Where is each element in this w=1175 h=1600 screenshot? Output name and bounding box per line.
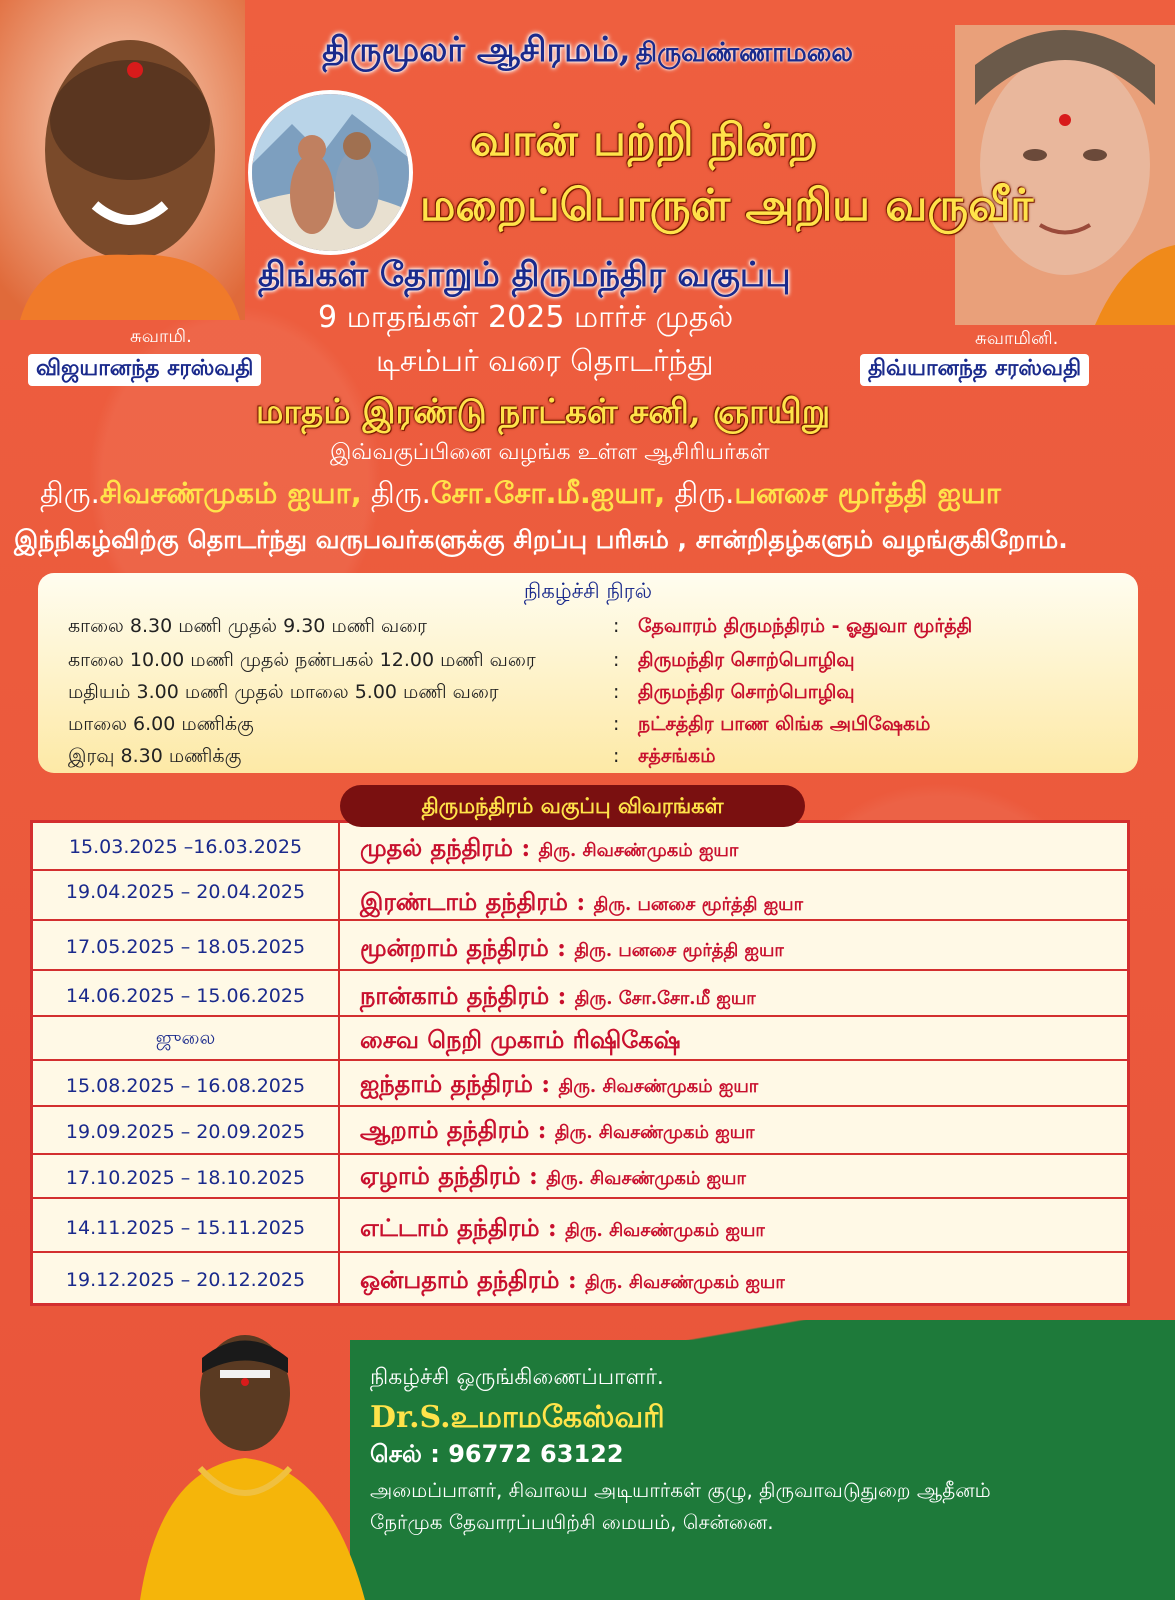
headline-line-1: வான் பற்றி நின்ற bbox=[470, 115, 819, 166]
row-teacher: திரு. சிவசண்முகம் ஐயா bbox=[554, 1122, 755, 1143]
schedule-colon: : bbox=[613, 649, 620, 671]
row-topic-line bbox=[360, 833, 738, 865]
schedule-row bbox=[68, 649, 1128, 679]
row-teacher: திரு. பனசை மூர்த்தி ஐயா bbox=[574, 940, 784, 961]
column-divider bbox=[338, 1199, 340, 1251]
table-row bbox=[33, 971, 1127, 1017]
coordinator-role: நிகழ்ச்சி ஒருங்கிணைப்பாளர். bbox=[370, 1365, 664, 1390]
teacher-2-name: சோ.சோ.மீ.ஐயா, bbox=[430, 476, 666, 510]
row-teacher: திரு. சிவசண்முகம் ஐயா bbox=[565, 1220, 765, 1241]
schedule-time: இரவு 8.30 மணிக்கு bbox=[68, 745, 242, 767]
row-topic: சைவ நெறி முகாம் ரிஷிகேஷ் bbox=[360, 1025, 681, 1054]
row-topic: முதல் தந்திரம் bbox=[360, 833, 513, 862]
row-topic: ஏழாம் தந்திரம் bbox=[360, 1161, 521, 1190]
table-row bbox=[33, 1107, 1127, 1155]
row-topic: ஒன்பதாம் தந்திரம் bbox=[360, 1265, 560, 1294]
schedule-row bbox=[68, 681, 1128, 711]
row-colon: : bbox=[549, 981, 575, 1010]
row-date: 19.04.2025 – 20.04.2025 bbox=[65, 881, 306, 903]
schedule-event: தேவாரம் திருமந்திரம் - ஓதுவா மூர்த்தி bbox=[638, 615, 973, 637]
teacher-3-prefix: திரு. bbox=[674, 476, 735, 510]
row-colon: : bbox=[568, 887, 594, 916]
column-divider bbox=[338, 1107, 340, 1153]
schedule-colon: : bbox=[613, 681, 620, 703]
row-teacher: திரு. சோ.சோ.மீ ஐயா bbox=[574, 988, 756, 1009]
row-topic: இரண்டாம் தந்திரம் bbox=[360, 887, 568, 916]
teachers-intro: இவ்வகுப்பினை வழங்க உள்ள ஆசிரியர்கள் bbox=[330, 440, 770, 465]
schedule-row bbox=[68, 713, 1128, 743]
row-topic: ஆறாம் தந்திரம் bbox=[360, 1115, 530, 1144]
row-topic-line bbox=[360, 1161, 746, 1193]
teachers-line bbox=[40, 476, 1001, 514]
row-colon: : bbox=[520, 1161, 547, 1190]
row-date: 19.12.2025 – 20.12.2025 bbox=[65, 1269, 306, 1291]
schedule-row bbox=[68, 615, 1128, 645]
schedule-box bbox=[38, 573, 1138, 773]
teacher-1-name: சிவசண்முகம் ஐயா, bbox=[99, 476, 362, 510]
table-row bbox=[33, 1253, 1127, 1303]
award-line: இந்நிகழ்விற்கு தொடர்ந்து வருபவர்களுக்கு சிறப்பு பரிசும் , சான்றிதழ்களும் வழங்குகிறோம். bbox=[14, 525, 1068, 554]
row-topic: ஐந்தாம் தந்திரம் bbox=[360, 1069, 533, 1098]
row-topic: நான்காம் தந்திரம் bbox=[360, 981, 550, 1010]
column-divider bbox=[338, 971, 340, 1015]
row-teacher: திரு. சிவசண்முகம் ஐயா bbox=[538, 840, 739, 861]
table-row bbox=[33, 1061, 1127, 1107]
row-topic-line bbox=[360, 1115, 755, 1147]
row-topic-line bbox=[360, 1265, 785, 1297]
ashram-name: திருமூலர் ஆசிரமம், bbox=[322, 30, 631, 70]
teacher-2-prefix: திரு. bbox=[371, 476, 431, 510]
ashram-place: திருவண்ணாமலை bbox=[635, 38, 853, 68]
column-divider bbox=[338, 823, 340, 869]
schedule-event: நட்சத்திர பாண லிங்க அபிஷேகம் bbox=[638, 713, 931, 735]
row-date: 15.08.2025 – 16.08.2025 bbox=[65, 1075, 306, 1097]
ashram-title bbox=[0, 30, 1175, 74]
left-person-title: சுவாமி. bbox=[130, 326, 192, 347]
row-teacher: திரு. சிவசண்முகம் ஐயா bbox=[585, 1272, 785, 1293]
duration-line-2: டிசம்பர் வரை தொடர்ந்து bbox=[376, 344, 714, 379]
column-divider bbox=[338, 921, 340, 969]
row-date: 15.03.2025 –16.03.2025 bbox=[68, 836, 303, 858]
saint-painting-emblem bbox=[248, 90, 413, 255]
table-row bbox=[33, 1199, 1127, 1253]
row-colon: : bbox=[539, 1213, 566, 1242]
row-topic-line bbox=[360, 887, 803, 919]
column-divider bbox=[338, 1017, 340, 1059]
coordinator-portrait bbox=[140, 1318, 365, 1600]
schedule-colon: : bbox=[613, 745, 620, 767]
row-topic-line bbox=[360, 933, 784, 965]
schedule-time: காலை 10.00 மணி முதல் நண்பகல் 12.00 மணி வரை bbox=[68, 649, 536, 671]
schedule-colon: : bbox=[613, 615, 620, 637]
row-date: 19.09.2025 – 20.09.2025 bbox=[65, 1121, 306, 1143]
row-date: 17.05.2025 – 18.05.2025 bbox=[65, 936, 306, 958]
row-colon: : bbox=[559, 1265, 586, 1294]
row-topic-line bbox=[360, 1213, 765, 1245]
coordinator-phone: செல் : 96772 63122 bbox=[370, 1440, 624, 1468]
table-row bbox=[33, 1155, 1127, 1199]
details-table-title: திருமந்திரம் வகுப்பு விவரங்கள் bbox=[340, 785, 805, 827]
schedule-title: நிகழ்ச்சி நிரல் bbox=[523, 579, 653, 603]
row-date: 14.11.2025 – 15.11.2025 bbox=[65, 1217, 306, 1239]
duration-line-1: 9 மாதங்கள் 2025 மார்ச் முதல் bbox=[318, 300, 734, 335]
right-person-title: சுவாமினி. bbox=[975, 328, 1059, 349]
schedule-time: மதியம் 3.00 மணி முதல் மாலை 5.00 மணி வரை bbox=[68, 681, 499, 703]
teacher-3-name: பனசை மூர்த்தி ஐயா bbox=[734, 476, 1001, 510]
schedule-colon: : bbox=[613, 713, 620, 735]
class-title: திங்கள் தோறும் திருமந்திர வகுப்பு bbox=[258, 255, 791, 295]
row-topic-line bbox=[360, 1025, 681, 1057]
schedule-row bbox=[68, 745, 1128, 775]
row-date: 14.06.2025 – 15.06.2025 bbox=[65, 985, 306, 1007]
days-line: மாதம் இரண்டு நாட்கள் சனி, ஞாயிறு bbox=[256, 392, 831, 432]
column-divider bbox=[338, 1155, 340, 1197]
schedule-time: காலை 8.30 மணி முதல் 9.30 மணி வரை bbox=[68, 615, 427, 637]
row-colon: : bbox=[529, 1115, 555, 1144]
row-colon: : bbox=[548, 933, 575, 962]
row-topic: எட்டாம் தந்திரம் bbox=[360, 1213, 540, 1242]
schedule-event: சத்சங்கம் bbox=[638, 745, 716, 767]
row-topic: மூன்றாம் தந்திரம் bbox=[360, 933, 549, 962]
row-topic-line bbox=[360, 981, 756, 1013]
row-topic-line bbox=[360, 1069, 758, 1101]
teacher-1-prefix: திரு. bbox=[40, 476, 100, 510]
row-teacher: திரு. சிவசண்முகம் ஐயா bbox=[546, 1168, 746, 1189]
column-divider bbox=[338, 1061, 340, 1105]
coordinator-org-line-2: நேர்முக தேவாரப்பயிற்சி மையம், சென்னை. bbox=[370, 1510, 774, 1534]
row-teacher: திரு. சிவசண்முகம் ஐயா bbox=[558, 1076, 759, 1097]
row-date: ஜுலை bbox=[155, 1027, 216, 1049]
row-colon: : bbox=[512, 833, 539, 862]
row-date: 17.10.2025 – 18.10.2025 bbox=[65, 1167, 306, 1189]
coordinator-org-line-1: அமைப்பாளர், சிவாலய அடியார்கள் குழு, திருவாவடுதுறை ஆதீனம் bbox=[370, 1478, 991, 1502]
row-colon: : bbox=[532, 1069, 559, 1098]
table-row bbox=[33, 921, 1127, 971]
left-person-name: விஜயானந்த சரஸ்வதி bbox=[28, 354, 261, 386]
table-row bbox=[33, 871, 1127, 921]
column-divider bbox=[338, 871, 340, 919]
table-row bbox=[33, 823, 1127, 871]
class-details-table bbox=[30, 820, 1130, 1306]
schedule-event: திருமந்திர சொற்பொழிவு bbox=[638, 681, 855, 703]
schedule-event: திருமந்திர சொற்பொழிவு bbox=[638, 649, 855, 671]
right-person-name: திவ்யானந்த சரஸ்வதி bbox=[860, 354, 1089, 386]
row-teacher: திரு. பனசை மூர்த்தி ஐயா bbox=[593, 894, 804, 915]
schedule-time: மாலை 6.00 மணிக்கு bbox=[68, 713, 254, 735]
column-divider bbox=[338, 1253, 340, 1303]
coordinator-name: Dr.S.உமாமகேஸ்வரி bbox=[370, 1400, 665, 1435]
headline-line-2: மறைப்பொருள் அறிய வருவீர் bbox=[420, 180, 1034, 231]
table-row bbox=[33, 1017, 1127, 1061]
